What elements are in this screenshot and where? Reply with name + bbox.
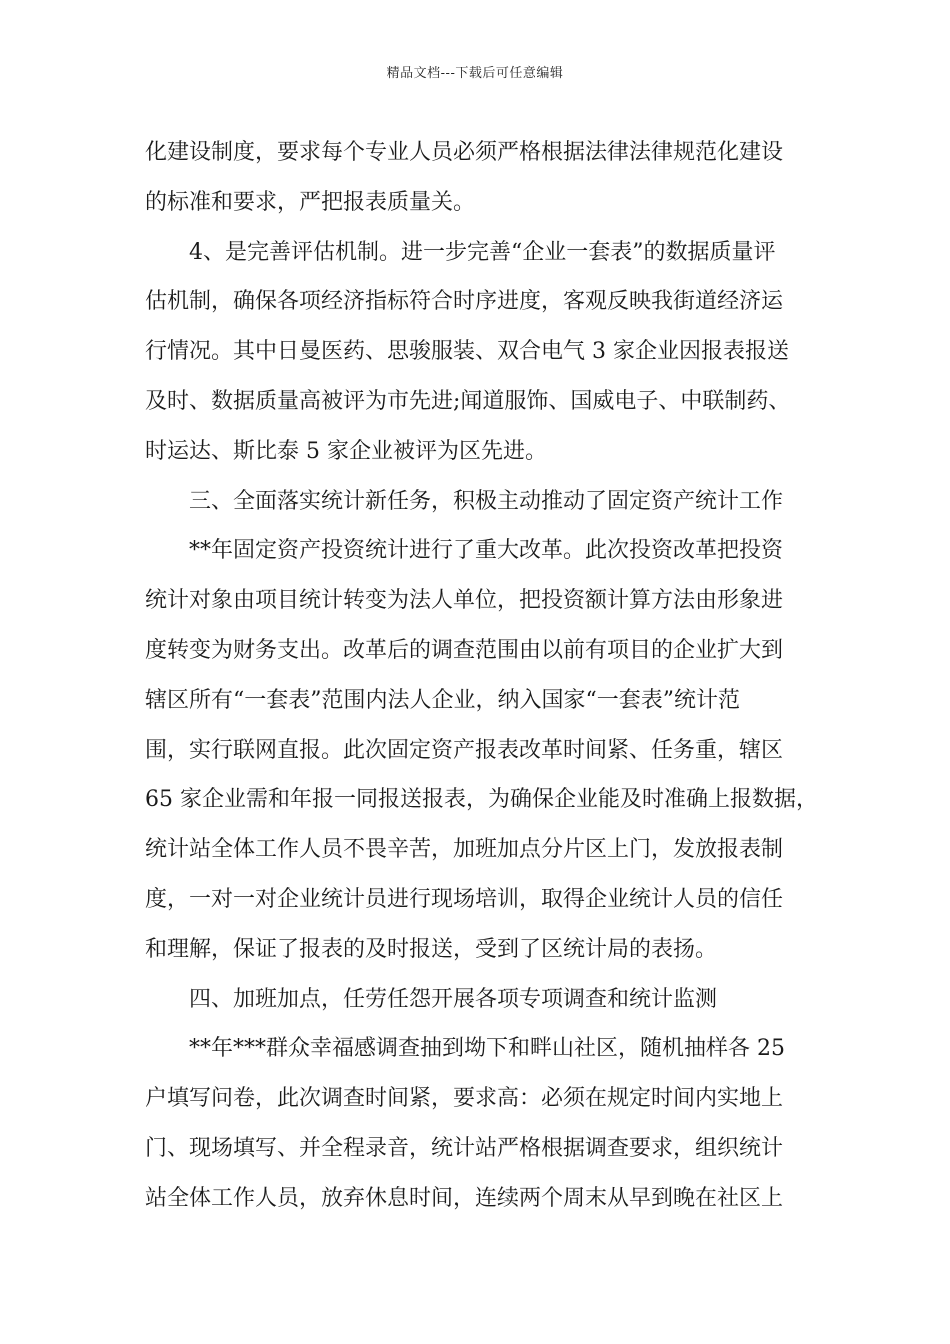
text-line: 65 家企业需和年报一同报送报表，为确保企业能及时准确上报数据， — [145, 787, 818, 813]
text-line: 统计站全体工作人员不畏辛苦，加班加点分片区上门，发放报表制 — [145, 837, 784, 863]
text-line: 户填写问卷，此次调查时间紧，要求高：必须在规定时间内实地上 — [145, 1086, 784, 1112]
page-header: 精品文档---下载后可任意编辑 — [386, 66, 564, 81]
text-line: 时运达、斯比泰 5 家企业被评为区先进。 — [145, 438, 547, 464]
section-heading: 四、加班加点，任劳任怨开展各项专项调查和统计监测 — [189, 986, 718, 1012]
text-line: 站全体工作人员，放弃休息时间，连续两个周末从早到晚在社区上 — [145, 1185, 784, 1211]
section-heading: 三、全面落实统计新任务，积极主动推动了固定资产统计工作 — [189, 488, 784, 514]
text-line: 4、是完善评估机制。进一步完善“企业一套表”的数据质量评 — [189, 239, 776, 265]
document-body — [145, 128, 818, 1224]
text-line: **年***群众幸福感调查抽到坳下和畔山社区，随机抽样各 25 — [189, 1036, 785, 1062]
text-line: 估机制，确保各项经济指标符合时序进度，客观反映我街道经济运 — [145, 289, 784, 315]
text-line: 的标准和要求，严把报表质量关。 — [145, 189, 476, 215]
text-line: 辖区所有“一套表”范围内法人企业，纳入国家“一套表”统计范 — [145, 687, 740, 713]
text-line: **年固定资产投资统计进行了重大改革。此次投资改革把投资 — [189, 538, 784, 564]
text-line: 度转变为财务支出。改革后的调查范围由以前有项目的企业扩大到 — [145, 637, 784, 663]
text-line: 度，一对一对企业统计员进行现场培训，取得企业统计人员的信任 — [145, 886, 784, 912]
text-line: 围，实行联网直报。此次固定资产报表改革时间紧、任务重，辖区 — [145, 737, 784, 763]
text-line: 及时、数据质量高被评为市先进;闻道服饰、国威电子、中联制药、 — [145, 388, 791, 414]
text-line: 化建设制度，要求每个专业人员必须严格根据法律法律规范化建设 — [145, 140, 784, 165]
text-line: 和理解，保证了报表的及时报送，受到了区统计局的表扬。 — [145, 936, 718, 962]
text-line: 统计对象由项目统计转变为法人单位，把投资额计算方法由形象进 — [145, 588, 784, 614]
text-line: 门、现场填写、并全程录音，统计站严格根据调查要求，组织统计 — [145, 1135, 784, 1161]
text-line: 行情况。其中日曼医药、思骏服装、双合电气 3 家企业因报表报送 — [145, 339, 789, 365]
